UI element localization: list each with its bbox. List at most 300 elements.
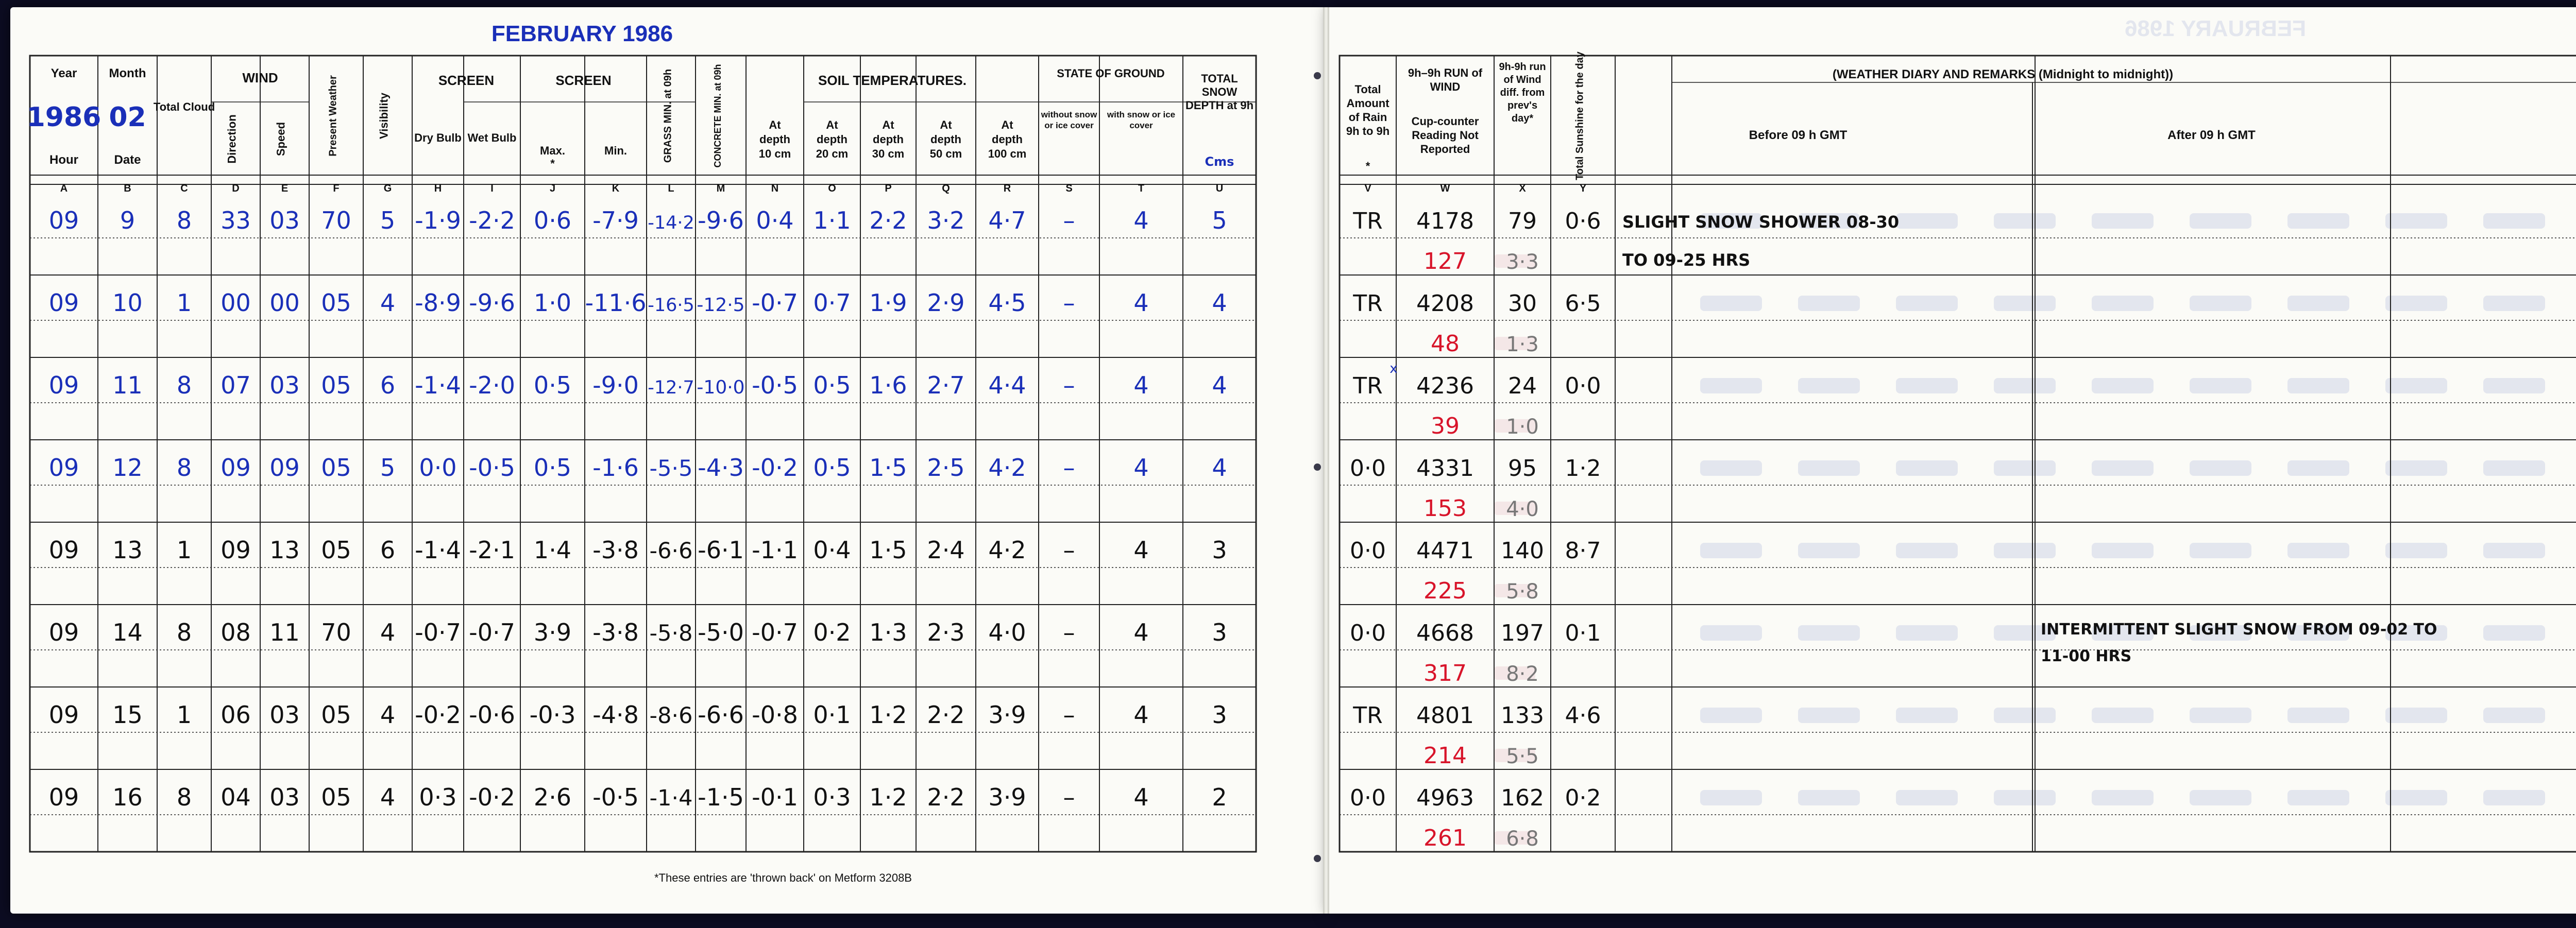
cell-s10: -0·5 (752, 371, 798, 399)
soil-depth-d50: 50 cm (929, 147, 962, 160)
ghost-mark (1798, 543, 1860, 558)
soil-depth-d20: 20 cm (816, 147, 849, 160)
cell-sunshine: 0·6 (1565, 208, 1601, 234)
cell-s30: 1·9 (869, 289, 907, 317)
ghost-mark (2287, 708, 2349, 723)
column-letter: G (383, 183, 392, 194)
cell-s50: 2·4 (927, 536, 965, 564)
cell-vis: 5 (380, 454, 396, 482)
cell-snow: 4 (1212, 289, 1227, 317)
cell-date: 16 (112, 783, 143, 811)
cell-cup-counter: 4331 (1416, 455, 1474, 482)
cell-pw: 05 (321, 536, 351, 564)
cell-without: – (1063, 454, 1075, 482)
cell-s20: 0·5 (813, 454, 851, 482)
ghost-mark (2483, 296, 2545, 311)
ghost-mark (2385, 296, 2447, 311)
cell-dry: -1·9 (415, 207, 461, 234)
cell-daily-run: 214 (1423, 743, 1467, 769)
ghost-mark (2483, 378, 2545, 393)
cell-vis: 4 (380, 701, 396, 729)
cell-cup-counter: 4208 (1416, 290, 1474, 317)
cell-speed: 11 (269, 618, 300, 646)
ghost-mark (1994, 708, 2056, 723)
cell-s50: 3·2 (927, 207, 965, 234)
ghost-mark (2092, 213, 2154, 229)
ghost-mark (1994, 213, 2056, 229)
cell-cloud: 8 (176, 207, 192, 234)
cell-grass: -5·5 (649, 456, 693, 482)
cell-prev-pencil: 5·8 (1506, 580, 1539, 604)
cell-pw: 05 (321, 701, 351, 729)
cell-prev-pencil: 4·0 (1506, 497, 1539, 521)
cell-min: -3·8 (592, 618, 639, 646)
cell-snow: 3 (1212, 701, 1227, 729)
column-letter: C (180, 183, 188, 194)
cell-snow: 2 (1212, 783, 1227, 811)
state-of-ground-header: STATE OF GROUND (1057, 67, 1165, 80)
cell-speed: 03 (269, 783, 300, 811)
cell-speed: 09 (269, 454, 300, 482)
cell-s20: 0·4 (813, 536, 851, 564)
max-asterisk: * (550, 157, 555, 170)
cell-without: – (1063, 371, 1075, 399)
cell-dry: 0·3 (419, 783, 457, 811)
cell-with: 4 (1133, 701, 1149, 729)
hour-header: Hour (49, 153, 78, 167)
soil-at-label: At (1001, 118, 1013, 131)
cell-sunshine: 1·2 (1565, 455, 1601, 482)
cell-hour: 09 (48, 783, 79, 811)
cell-s30: 2·2 (869, 207, 907, 234)
ghost-mark (2092, 296, 2154, 311)
cell-s50: 2·7 (927, 371, 965, 399)
cell-conc: -5·0 (698, 618, 744, 646)
column-letter: X (1519, 183, 1526, 194)
soil-at-label: At (940, 118, 952, 131)
ghost-mark (2385, 213, 2447, 229)
ghost-mark (2092, 460, 2154, 476)
cell-prev-pencil: 5·5 (1506, 745, 1539, 768)
ghost-mark (2287, 543, 2349, 558)
cell-sunshine: 8·7 (1565, 538, 1601, 564)
ghost-mark (2092, 378, 2154, 393)
cell-s50: 2·3 (927, 618, 965, 646)
cell-prev-pencil: 1·3 (1506, 333, 1539, 356)
footnote: *These entries are 'thrown back' on Metform 3208B (654, 871, 912, 884)
cell-daily-run: 261 (1423, 825, 1467, 851)
ghost-mark (1896, 296, 1958, 311)
cell-prev-pencil: 6·8 (1506, 827, 1539, 851)
cell-sunshine: 4·6 (1565, 702, 1601, 729)
cell-max: 3·9 (533, 618, 572, 646)
cell-wind-diff: 30 (1508, 290, 1537, 317)
cell-dry: -0·2 (415, 701, 461, 729)
with-snow-header (1101, 109, 1181, 171)
cell-wind-diff: 140 (1501, 538, 1544, 564)
cell-wind-diff: 24 (1508, 373, 1537, 399)
ghost-mark (1700, 625, 1762, 641)
cell-s20: 0·2 (813, 618, 851, 646)
cell-vis: 6 (380, 536, 396, 564)
max-header: Max. (540, 144, 565, 157)
cell-prev-pencil: 1·0 (1506, 415, 1539, 439)
column-letter: J (549, 183, 556, 194)
cell-date: 10 (112, 289, 143, 317)
cell-s30: 1·5 (869, 454, 907, 482)
column-letter: B (124, 183, 131, 194)
cell-s20: 0·3 (813, 783, 851, 811)
cell-with: 4 (1133, 454, 1149, 482)
run-of-wind-header-text: 9h–9h RUN of WIND (1408, 66, 1483, 93)
cell-min: -1·6 (592, 454, 639, 482)
cell-cup-counter: 4668 (1416, 620, 1474, 646)
ghost-mark (1994, 460, 2056, 476)
ghost-mark (1798, 378, 1860, 393)
ghost-mark (1896, 213, 1958, 229)
cell-s100: 4·5 (988, 289, 1026, 317)
month-header: Month (109, 66, 146, 80)
column-letter: R (1003, 183, 1011, 194)
cell-without: – (1063, 207, 1075, 234)
ghost-mark (1700, 708, 1762, 723)
column-letter: L (668, 183, 674, 194)
cell-hour: 09 (48, 618, 79, 646)
cell-wind-diff: 95 (1508, 455, 1537, 482)
cell-without: – (1063, 783, 1075, 811)
cell-vis: 6 (380, 371, 396, 399)
cell-snow: 5 (1212, 207, 1227, 234)
column-letter: N (771, 183, 779, 194)
cell-s100: 3·9 (988, 783, 1026, 811)
binding-hole (1314, 72, 1321, 79)
cell-conc: -1·5 (698, 783, 744, 811)
column-letter: M (716, 183, 725, 194)
remark-after-cont: 11-00 HRS (2041, 647, 2132, 665)
cell-with: 4 (1133, 783, 1149, 811)
cell-snow: 3 (1212, 536, 1227, 564)
cell-dir: 07 (221, 371, 251, 399)
ghost-mark (2483, 460, 2545, 476)
wet-bulb-header: Wet Bulb (467, 131, 517, 144)
cell-max: 0·5 (533, 371, 572, 399)
ghost-mark (2092, 543, 2154, 558)
cell-prev-pencil: 3·3 (1506, 250, 1539, 274)
ghost-mark (2483, 790, 2545, 805)
ghost-mark (1896, 378, 1958, 393)
ghost-mark (1700, 543, 1762, 558)
ghost-mark (2190, 213, 2251, 229)
soil-depth-label: depth (873, 133, 904, 146)
ghost-mark (1798, 625, 1860, 641)
soil-depth-label: depth (992, 133, 1023, 146)
concrete-min-header: CONCRETE MIN. at 09h (713, 64, 723, 168)
cell-rain: 0·0 (1350, 538, 1386, 564)
cell-date: 15 (112, 701, 143, 729)
screen-header: SCREEN (438, 73, 495, 88)
cell-sunshine: 0·0 (1565, 373, 1601, 399)
cell-date: 12 (112, 454, 143, 482)
cell-pw: 05 (321, 371, 351, 399)
cell-wet: -9·6 (469, 289, 515, 317)
ghost-mark (2190, 790, 2251, 805)
snow-unit: Cms (1205, 154, 1234, 169)
speed-header: Speed (274, 122, 287, 157)
wind-diff-header (1496, 61, 1549, 179)
cell-s30: 1·3 (869, 618, 907, 646)
cell-max: 1·4 (533, 536, 572, 564)
cell-with: 4 (1133, 207, 1149, 234)
total-cloud-header: Total Cloud (153, 100, 215, 113)
cell-s50: 2·5 (927, 454, 965, 482)
cell-min: -11·6 (585, 289, 647, 317)
reverse-side-show-through (1494, 16, 2545, 845)
month-title: FEBRUARY 1986 (491, 21, 673, 46)
cell-rain: TR (1353, 373, 1383, 399)
ghost-mark (1896, 460, 1958, 476)
rain-mark: x (1389, 361, 1398, 376)
cell-daily-run: 225 (1423, 578, 1467, 604)
year-value: 1986 (26, 102, 101, 133)
cell-s10: -0·2 (752, 454, 798, 482)
cell-s100: 4·2 (988, 454, 1026, 482)
cell-s20: 0·5 (813, 371, 851, 399)
cup-counter-header-text: Cup-counter Reading Not Reported (1411, 115, 1479, 156)
cell-with: 4 (1133, 289, 1149, 317)
cell-pw: 05 (321, 454, 351, 482)
cell-vis: 4 (380, 618, 396, 646)
cell-with: 4 (1133, 371, 1149, 399)
cell-s30: 1·2 (869, 701, 907, 729)
cell-conc: -9·6 (698, 207, 744, 234)
cell-wind-diff: 197 (1501, 620, 1544, 646)
cell-hour: 09 (48, 701, 79, 729)
before-09-header: Before 09 h GMT (1749, 128, 1848, 142)
cell-wind-diff: 162 (1501, 785, 1544, 811)
min-header: Min. (604, 144, 627, 157)
cell-date: 11 (112, 371, 143, 399)
cell-rain: TR (1353, 290, 1383, 317)
ghost-mark (2287, 213, 2349, 229)
cell-s10: 0·4 (756, 207, 794, 234)
cell-rain: TR (1353, 208, 1383, 234)
ghost-mark (2092, 790, 2154, 805)
column-letter: Q (942, 183, 950, 194)
cell-wet: -2·0 (469, 371, 515, 399)
cell-min: -4·8 (592, 701, 639, 729)
cell-cloud: 8 (176, 454, 192, 482)
cell-speed: 03 (269, 701, 300, 729)
weather-diary-header: (WEATHER DIARY AND REMARKS (Midnight to midnight)) (1832, 67, 2174, 81)
ghost-mark (2287, 296, 2349, 311)
cell-wet: -0·7 (469, 618, 515, 646)
column-letter: H (434, 183, 442, 194)
cell-cup-counter: 4963 (1416, 785, 1474, 811)
column-letter: D (232, 183, 240, 194)
cell-daily-run: 39 (1431, 413, 1460, 439)
cell-prev-pencil: 8·2 (1506, 662, 1539, 686)
cell-cloud: 1 (176, 536, 192, 564)
cell-s100: 3·9 (988, 701, 1026, 729)
cell-grass: -1·4 (649, 785, 693, 811)
cell-cloud: 8 (176, 618, 192, 646)
with-snow-text: with snow or ice cover (1107, 110, 1176, 130)
wind-header: WIND (242, 70, 278, 85)
cell-pw: 70 (321, 618, 351, 646)
cell-cloud: 8 (176, 783, 192, 811)
cell-dir: 06 (221, 701, 251, 729)
column-letter: K (612, 183, 620, 194)
cell-wind-diff: 79 (1508, 208, 1537, 234)
cell-rain: 0·0 (1350, 620, 1386, 646)
cell-conc: -6·6 (698, 701, 744, 729)
sunshine-header: Total Sunshine for the day (1574, 51, 1586, 180)
cell-s100: 4·2 (988, 536, 1026, 564)
cell-s100: 4·0 (988, 618, 1026, 646)
cell-min: -9·0 (592, 371, 639, 399)
cell-dry: -8·9 (415, 289, 461, 317)
ghost-mark (2190, 460, 2251, 476)
ghost-mark (1994, 378, 2056, 393)
cell-vis: 4 (380, 783, 396, 811)
cell-dir: 33 (221, 207, 251, 234)
binding-hole (1314, 855, 1321, 862)
ghost-mark (1994, 296, 2056, 311)
soil-temperatures-header: SOIL TEMPERATURES. (818, 73, 967, 88)
cell-sunshine: 6·5 (1565, 290, 1601, 317)
cell-conc: -6·1 (698, 536, 744, 564)
cell-cup-counter: 4236 (1416, 373, 1474, 399)
cell-max: -0·3 (529, 701, 576, 729)
cell-cup-counter: 4471 (1416, 538, 1474, 564)
dry-bulb-header: Dry Bulb (414, 131, 462, 144)
ghost-mark (1798, 790, 1860, 805)
cell-dir: 00 (221, 289, 251, 317)
cell-vis: 5 (380, 207, 396, 234)
cell-snow: 4 (1212, 371, 1227, 399)
cell-s10: -0·1 (752, 783, 798, 811)
year-header: Year (50, 66, 77, 80)
cell-snow: 4 (1212, 454, 1227, 482)
ghost-mark (1798, 460, 1860, 476)
wind-diff-header-text: 9h-9h run of Wind diff. from prev's day* (1499, 61, 1546, 124)
cell-with: 4 (1133, 536, 1149, 564)
cell-s20: 0·7 (813, 289, 851, 317)
soil-depth-label: depth (930, 133, 961, 146)
ghost-mark (1700, 296, 1762, 311)
remark-after: INTERMITTENT SLIGHT SNOW FROM 09-02 TO (2041, 621, 2437, 639)
cell-speed: 13 (269, 536, 300, 564)
cell-daily-run: 153 (1423, 495, 1467, 522)
cell-rain: 0·0 (1350, 455, 1386, 482)
cell-s30: 1·5 (869, 536, 907, 564)
cell-rain: 0·0 (1350, 785, 1386, 811)
column-letter: I (490, 183, 494, 194)
cell-wet: -2·2 (469, 207, 515, 234)
cell-grass: -6·6 (649, 538, 693, 564)
ghost-mark (1994, 543, 2056, 558)
remark-before: SLIGHT SNOW SHOWER 08-30 (1622, 212, 1900, 232)
ghost-mark (2483, 625, 2545, 641)
ghost-mark (1700, 460, 1762, 476)
ghost-mark (2190, 378, 2251, 393)
soil-at-label: At (882, 118, 894, 131)
cell-sunshine: 0·2 (1565, 785, 1601, 811)
ghost-mark (2287, 790, 2349, 805)
cell-wet: -0·2 (469, 783, 515, 811)
soil-at-label: At (769, 118, 781, 131)
cell-s100: 4·4 (988, 371, 1026, 399)
cell-dry: -1·4 (415, 536, 461, 564)
cell-pw: 05 (321, 783, 351, 811)
ghost-mark (2385, 378, 2447, 393)
remark-before-cont: TO 09-25 HRS (1622, 250, 1751, 270)
column-letter: E (281, 183, 289, 194)
ghost-mark (2385, 790, 2447, 805)
screen-header-2: SCREEN (555, 73, 612, 88)
present-weather-header: Present Weather (327, 75, 339, 157)
ghost-mark (1798, 296, 1860, 311)
column-letter: P (885, 183, 892, 194)
column-letter: F (333, 183, 340, 194)
ghost-mark (1798, 708, 1860, 723)
cell-max: 2·6 (533, 783, 572, 811)
column-letter: V (1364, 183, 1371, 194)
binding-hole (1314, 463, 1321, 471)
run-of-wind-header (1398, 66, 1492, 107)
cell-max: 0·5 (533, 454, 572, 482)
ghost-mark (2483, 543, 2545, 558)
after-09-header: After 09 h GMT (2167, 128, 2256, 142)
cell-s50: 2·9 (927, 289, 965, 317)
cell-min: -7·9 (592, 207, 639, 234)
ghost-mark (2385, 460, 2447, 476)
ghost-mark (1896, 790, 1958, 805)
cell-conc: -4·3 (698, 454, 744, 482)
cell-date: 9 (120, 207, 135, 234)
cell-hour: 09 (48, 536, 79, 564)
cell-daily-run: 48 (1431, 331, 1460, 357)
cell-s100: 4·7 (988, 207, 1026, 234)
ghost-title: FEBRUARY 1986 (2124, 16, 2307, 41)
cell-grass: -5·8 (649, 621, 693, 646)
cell-rain: TR (1353, 702, 1383, 729)
cell-s30: 1·6 (869, 371, 907, 399)
soil-depth-label: depth (759, 133, 790, 146)
cell-wet: -2·1 (469, 536, 515, 564)
rain-asterisk: * (1365, 160, 1370, 173)
cell-dry: 0·0 (419, 454, 457, 482)
cell-speed: 03 (269, 207, 300, 234)
cell-daily-run: 317 (1423, 660, 1467, 686)
cell-grass: -12·7 (648, 377, 694, 398)
cell-without: – (1063, 289, 1075, 317)
total-snow-header (1185, 72, 1254, 144)
without-snow-header (1041, 109, 1097, 171)
cell-conc: -12·5 (697, 295, 745, 316)
cell-s50: 2·2 (927, 701, 965, 729)
ghost-mark (1994, 790, 2056, 805)
cup-counter-header (1398, 114, 1492, 171)
cell-cloud: 1 (176, 701, 192, 729)
cell-s10: -0·7 (752, 618, 798, 646)
cell-dir: 09 (221, 536, 251, 564)
soil-at-label: At (826, 118, 838, 131)
without-snow-text: without snow or ice cover (1041, 110, 1097, 130)
ghost-mark (1700, 790, 1762, 805)
cell-with: 4 (1133, 618, 1149, 646)
visibility-header: Visibility (377, 92, 391, 140)
